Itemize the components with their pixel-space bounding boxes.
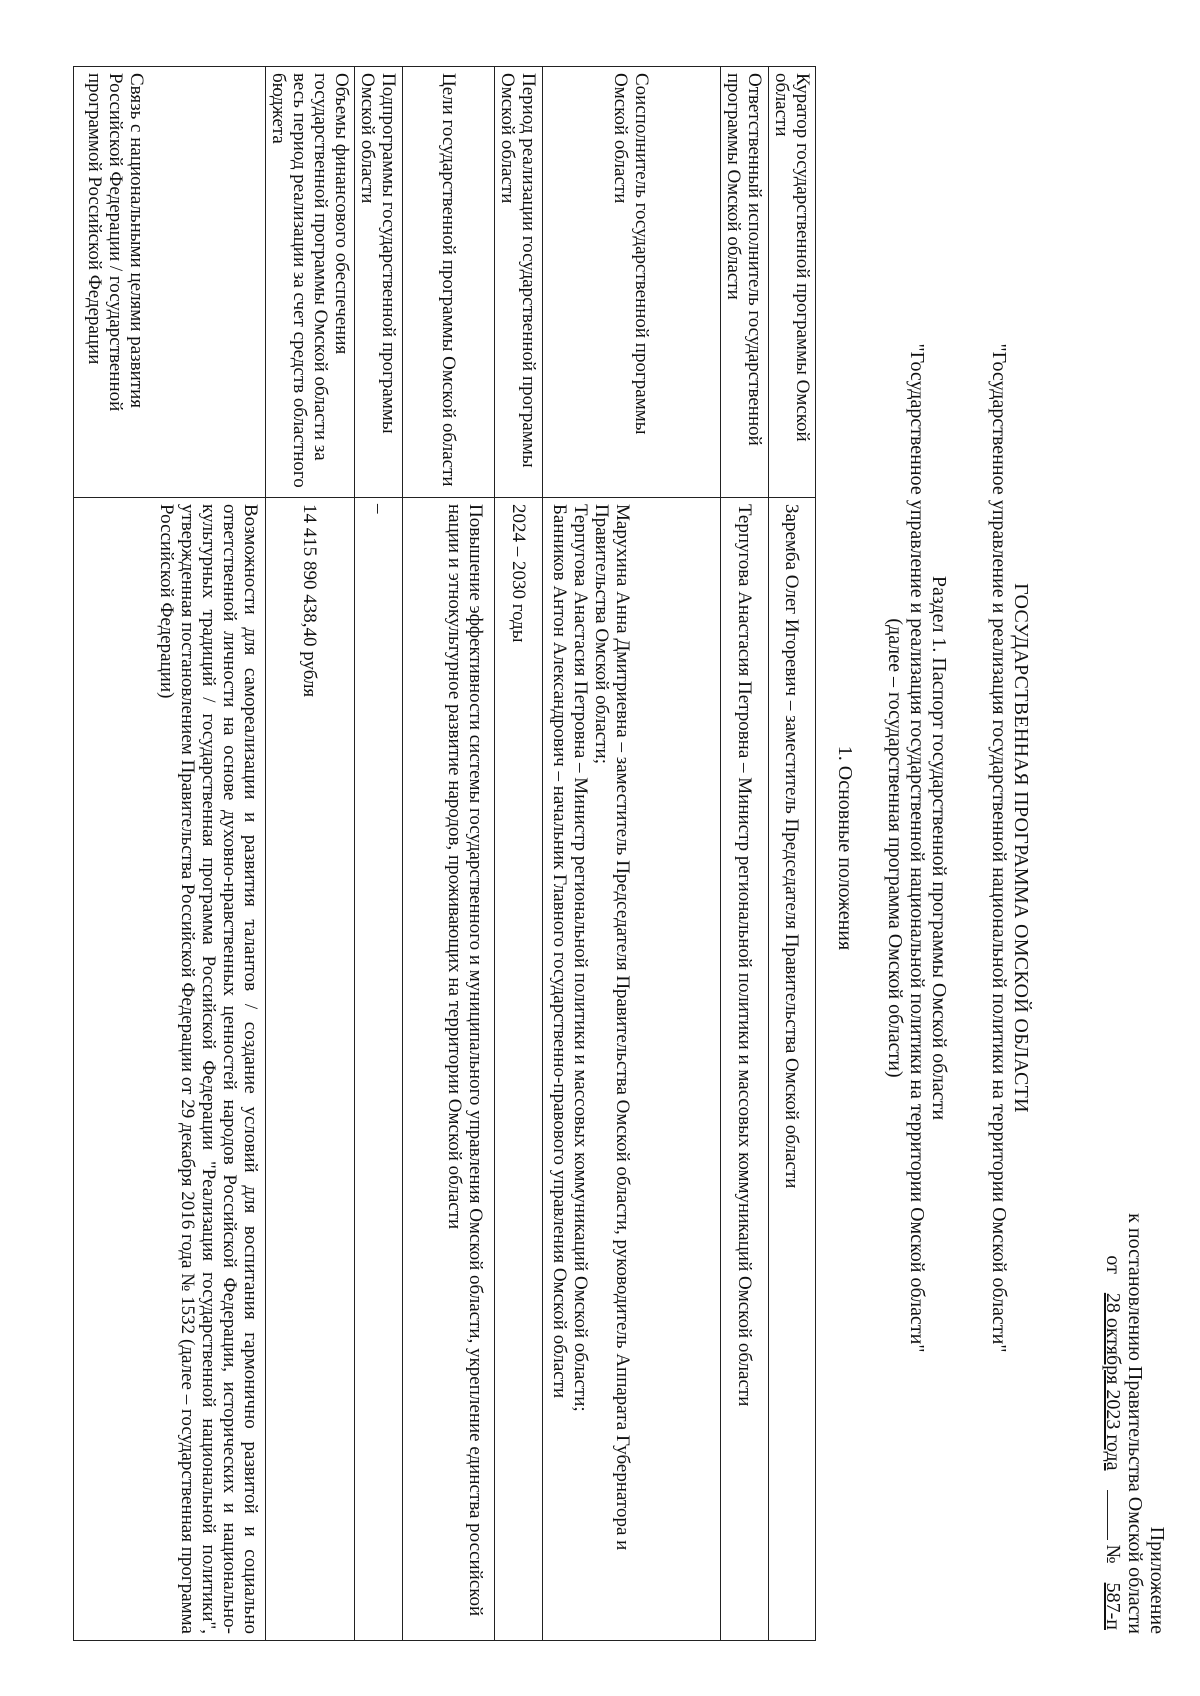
decree-date: 28 октября 2023 года bbox=[1102, 1292, 1124, 1471]
table-row bbox=[355, 67, 403, 1641]
row-value: Терпугова Анастасия Петровна – Министр региональной политики и массовых коммуникаций Омской области bbox=[721, 498, 769, 1641]
table-row bbox=[403, 67, 495, 1641]
section-abbreviation: (далее – государственная программа Омской области) bbox=[884, 618, 906, 1078]
number-prefix: № bbox=[1102, 1544, 1124, 1564]
date-prefix: от bbox=[1102, 1255, 1124, 1274]
program-passport-table bbox=[73, 66, 816, 1641]
row-value: Заремба Олег Игоревич – заместитель Председателя Правительства Омской области bbox=[769, 498, 816, 1641]
table-row bbox=[721, 67, 769, 1641]
row-label: Подпрограммы государственной программы Омской области bbox=[355, 67, 403, 498]
appendix-decree-line: к постановлению Правительства Омской области bbox=[1124, 1213, 1146, 1634]
row-label: Период реализации государственной программы Омской области bbox=[495, 67, 543, 498]
section-program-name: "Государственное управление и реализация государственной национальной политики на территории Омской области" bbox=[906, 343, 928, 1353]
program-subtitle: "Государственное управление и реализация государственной национальной политики на территории Омской области" bbox=[988, 343, 1010, 1353]
appendix-header bbox=[1102, 1213, 1168, 1634]
row-value: Повышение эффективности системы государственного и муниципального управления Омской области, укрепление единства российской нации и этнокультурное развитие народов, проживающих на территории Омской области bbox=[403, 498, 495, 1641]
table-row bbox=[266, 67, 355, 1641]
table-row bbox=[495, 67, 543, 1641]
appendix-date-line bbox=[1102, 1213, 1124, 1634]
subsection-heading: 1. Основные положения bbox=[834, 745, 856, 951]
table-row bbox=[769, 67, 816, 1641]
row-label: Связь с национальными целями развития Российской Федерации / государственной программой Российской Федерации bbox=[74, 67, 266, 498]
row-value: 2024 – 2030 годы bbox=[495, 498, 543, 1641]
row-value: Возможности для самореализации и развития талантов / создание условий для воспитания гармонично развитой и социально ответственной личности на основе духовно-нравственных ценностей народов Российской Федерации, исторических и национально-культурных традиций / государственная программа Российской Федерации "Реализация государственной национальной политики", утвержденная постановлением Правительства Российской Федерации от 29 декабря 2016 года № 1532 (далее – государственная программа Российской Федерации) bbox=[74, 498, 266, 1641]
row-value: Марухина Анна Дмитриевна – заместитель Председателя Правительства Омской области, руководитель Аппарата Губернатора и Правительства Омской области; Терпугова Анастасия Петровна – Министр региональной политики и массовых коммуникаций Омской области; Банников Антон Александрович – начальник Главного государственно-правового управления Омской области bbox=[543, 498, 721, 1641]
row-label: Соисполнитель государственной программы Омской области bbox=[543, 67, 721, 498]
row-label: Объемы финансового обеспечения государственной программы Омской области за весь период реализации за счет средств областного бюджета bbox=[266, 67, 355, 498]
section-heading-block bbox=[884, 0, 950, 1696]
row-value: – bbox=[355, 498, 403, 1641]
row-label: Куратор государственной программы Омской области bbox=[769, 67, 816, 498]
program-title-block bbox=[988, 0, 1032, 1696]
table-row bbox=[543, 67, 721, 1641]
appendix-label: Приложение bbox=[1146, 1526, 1168, 1634]
section-heading: Раздел 1. Паспорт государственной программы Омской области bbox=[928, 575, 950, 1121]
row-label: Ответственный исполнитель государственной программы Омской области bbox=[721, 67, 769, 498]
row-label: Цели государственной программы Омской области bbox=[403, 67, 495, 498]
table-row bbox=[74, 67, 266, 1641]
row-value: 14 415 890 438,40 рубля bbox=[266, 498, 355, 1641]
decree-number: 587-п bbox=[1102, 1582, 1124, 1630]
program-title: ГОСУДАРСТВЕННАЯ ПРОГРАММА ОМСКОЙ ОБЛАСТИ bbox=[1010, 583, 1032, 1113]
